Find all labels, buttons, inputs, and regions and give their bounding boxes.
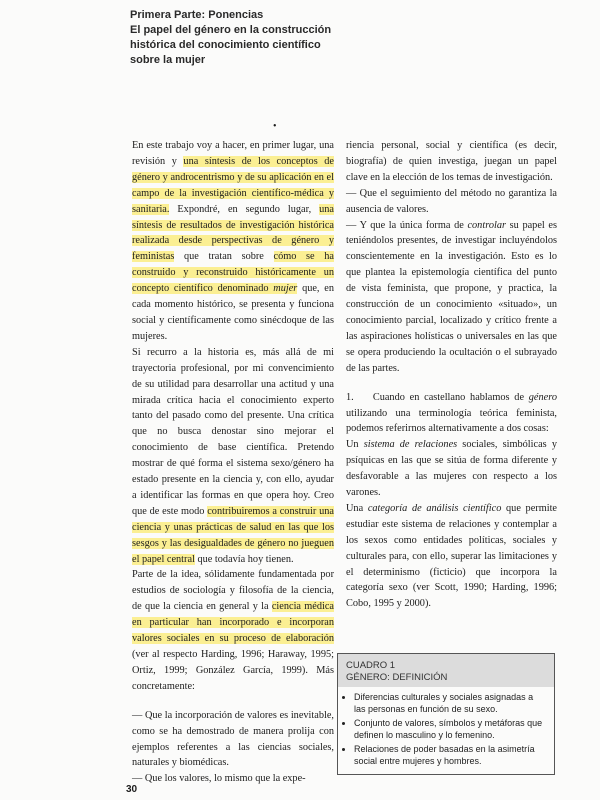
box-header [338,654,554,687]
part-title: Primera Parte: Ponencias [130,9,264,21]
highlight: cómo se ha construido y reconstruido históricamente un concepto científico denominado mujer [132,251,334,295]
list-item-method: — Que el seguimiento del método no garantiza la ausencia de valores. [346,187,557,215]
box-list [338,691,554,767]
chapter-title-line-3: sobre la mujer [130,54,206,66]
paragraph-intro: En este trabajo voy a hacer, en primer lugar, una revisión y una síntesis de los conceptos de género y androcentrismo y de su aplicación en el campo de la investigación científico-médica y sanitaria. Expondré, en segundo lugar, una síntesis de resultados de investigación histórica realizada desde perspectivas de género y feministas que tratan sobre cómo se ha construido y reconstruido históricamente un concepto científico denominado mujer que, en cada momento histórico, se presenta y funciona social y científicamente como sinécdoque de las mujeres. [132,140,334,342]
paragraph-history: Si recurro a la historia es, más allá de mi trayectoria profesional, por mi convencimiento de su utilidad para desarrollar una actitud y una mirada crítica hacia el conocimiento experto tanto del pasado como del presente. Una crítica que no busca denostar sino mejorar el conocimiento de base científica. Pretendo mostrar de qué forma el sistema sexo/género ha estado presente en la ciencia y, con ello, ayudar a identificar las formas en que opera hoy. Creo que de este modo contribuiremos a construir una ciencia y unas prácticas de salud en las que los sesgos y las desigualdades de género no jueguen el papel central que todavía hoy tienen. [132,346,334,565]
section-1-paragraph: 1. Cuando en castellano hablamos de género utilizando una terminología teórica feminista, podemos referirnos alternativamente a dos cosas: [346,391,557,435]
highlight: ciencia médica en particular han incorporado e incorporan valores sociales en su proceso de elaboración [132,601,334,645]
list-item-values-start: — Que los valores, lo mismo que la expe- [132,773,306,785]
highlight: una síntesis de resultados de investigación histórica realizada desde perspectivas de género y feministas [132,203,334,263]
list-item-inevitable: — Que la incorporación de valores es inevitable, como se ha demostrado de manera prolija con ejemplos referentes a las ciencias sociales, naturales y biomédicas. [132,709,334,769]
definition-category: Una categoría de análisis científico que permite estudiar este sistema de relaciones y contemplar a los sexos como entidades políticas, sociales y culturales para, con ello, superar las limitaciones y el determinismo (ficticio) que incorpora la categoría sexo (ver Scott, 1990; Harding, 1996; Cobo, 1995 y 2000). [346,502,558,610]
box-list-item: • Relaciones de poder basadas en la asimetría social entre mujeres y hombres. [354,743,546,767]
box-subtitle: GÉNERO: DEFINICIÓN [346,672,448,683]
box-list-item: • Diferencias culturales y sociales asignadas a las personas en función de su sexo. [354,691,546,715]
chapter-title-line-2: histórica del conocimiento científico [130,39,321,51]
paragraph-values: Parte de la idea, sólidamente fundamentada por estudios de sociología y filosofía de la ciencia, de que la ciencia en general y la ciencia médica en particular han incorporado e incorporan valores sociales en su proceso de elaboración (ver al respecto Harding, 1996; Haraway, 1995; Ortiz, 1999; González García, 1999). Más concretamente: [132,569,334,692]
box-list-item: • Conjunto de valores, símbolos y metáforas que definen lo masculino y lo femenino. [354,717,546,741]
box-title: CUADRO 1 [346,660,396,671]
highlight: contribuiremos a construir una ciencia y unas prácticas de salud en las que los sesgos y las desigualdades de género no jueguen el papel central [132,505,334,565]
chapter-title-line-1: El papel del género en la construcción [130,24,332,36]
cuadro-1-box [337,653,555,775]
left-column [132,138,334,787]
definition-system: Un sistema de relaciones sociales, simbólicas y psíquicas en las que se sitúa de forma diferente y desfavorable a las mujeres con respecto a los varones. [346,439,557,499]
bullet-dot: • [273,121,277,132]
chapter-header [130,8,370,68]
page-number: 30 [126,784,138,795]
right-column [346,138,557,612]
list-item-control: — Y que la única forma de controlar su papel es teniéndolos presentes, de investigar incluyéndolos conscientemente en la investigación. Esto es lo que plantea la epistemología científica del punto de vista feminista, que propone, y practica, la construcción de un conocimiento «situado», un conocimiento parcial, localizado y crítico frente a las aspiraciones holísticas o universales en las que se opera produciendo la ocultación o el subrayado de las partes. [346,219,557,374]
paragraph-continuation: riencia personal, social y científica (es decir, biografía) de quien investiga, juegan un papel clave en la elección de los temas de investigación. [346,140,557,183]
highlight: una síntesis de los conceptos de género y androcentrismo y de su aplicación en el campo de la investigación científico-médica y sanitaria. [132,155,334,215]
